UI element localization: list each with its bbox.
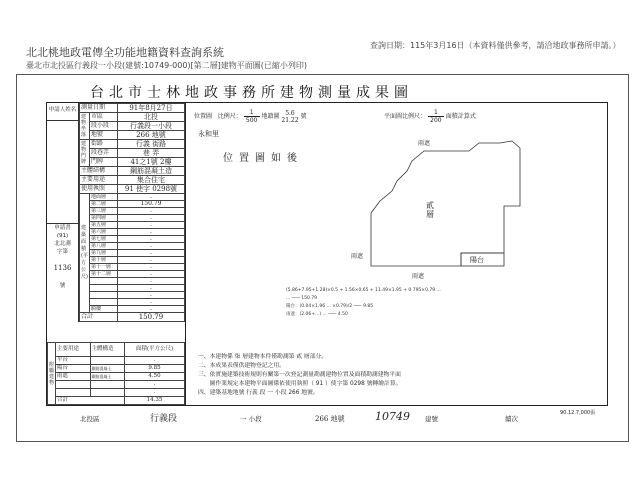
attached-row bbox=[48, 381, 185, 389]
floor-label bbox=[89, 292, 117, 299]
attached-row bbox=[48, 373, 185, 381]
floor-label: 地面層 bbox=[89, 194, 117, 201]
floor-area: . bbox=[117, 278, 184, 285]
attached-structure: 鋼筋混凝土 bbox=[90, 365, 125, 373]
floor-label: 第四層 bbox=[89, 215, 117, 222]
floor-label: 第六層 bbox=[89, 229, 117, 236]
attached-area: . bbox=[125, 357, 185, 365]
attached-structure bbox=[90, 389, 125, 397]
application-block bbox=[47, 223, 78, 290]
attached-usage-header: 主要用途 bbox=[56, 343, 90, 357]
floor-label: 第八層 bbox=[89, 243, 117, 250]
floor-row bbox=[80, 278, 185, 285]
footer-print-note: 90.12.7,000張 bbox=[560, 410, 596, 416]
floor-outline bbox=[371, 141, 520, 266]
sheet-label: 地籍圖 bbox=[261, 113, 280, 120]
attached-row bbox=[48, 389, 185, 397]
floor-row bbox=[80, 257, 185, 264]
footer-building-label: 建號 bbox=[425, 415, 438, 423]
note-item: 四、建築基地地號 行義 段 一 小段 266 地號。 bbox=[198, 390, 319, 396]
location-scale-numerator: 1 bbox=[244, 109, 260, 117]
sheet-suffix: 號 bbox=[300, 113, 307, 120]
lot-label: 地號 bbox=[89, 131, 117, 140]
street-label: 街路 bbox=[89, 140, 117, 149]
floor-row bbox=[80, 292, 185, 299]
usage-value: 集合住宅 bbox=[117, 176, 184, 185]
floor-label: 騎樓 bbox=[89, 306, 117, 313]
structure-label: 主體結構 bbox=[80, 167, 118, 176]
floor-area: . bbox=[117, 215, 184, 222]
floor-row bbox=[80, 194, 185, 201]
attached-row bbox=[48, 365, 185, 373]
survey-date: 91年8月27日 bbox=[117, 104, 184, 113]
balcony-label: 陽台 bbox=[470, 256, 484, 264]
floor-label: 第十層 bbox=[89, 257, 117, 264]
application-suffix: 號 bbox=[59, 283, 66, 289]
floor-row bbox=[80, 306, 185, 313]
street-value: 行義 街路 bbox=[117, 140, 184, 149]
attached-usage bbox=[56, 389, 90, 397]
note-item: 三、依實施建築技術規則有關第一次登記測量勘測建物位置及面積勘測建物平面 bbox=[198, 372, 401, 378]
canopy-label-top: 雨遮 bbox=[418, 140, 431, 147]
attached-usage: 雨遮 bbox=[56, 373, 90, 381]
floor-label: 第十二層 bbox=[89, 271, 117, 278]
floor-label: 第十一層 bbox=[89, 264, 117, 271]
floor-label: 第三層 bbox=[89, 208, 117, 215]
attached-usage bbox=[56, 381, 90, 389]
application-number: 1136 bbox=[53, 264, 72, 272]
floor-row bbox=[80, 201, 185, 208]
floor-area: . bbox=[117, 306, 184, 313]
section-label: 段小段 bbox=[89, 122, 117, 131]
applicant-strip bbox=[47, 103, 79, 322]
location-scale-label: 比例尺： bbox=[217, 113, 242, 120]
attached-struct-header: 主體構造 bbox=[90, 343, 125, 357]
floor-row bbox=[80, 215, 185, 222]
applicant-label: 申請人姓名 bbox=[47, 103, 78, 121]
area-calculation bbox=[286, 287, 441, 319]
floor-area: . bbox=[117, 271, 184, 278]
floor-area: . bbox=[117, 243, 184, 250]
floor-row bbox=[80, 243, 185, 250]
query-info: 查詢日期：115年3月16日（本資料僅供參考，請洽地政事務所申請。） bbox=[370, 41, 621, 50]
permit-value: 91 使字 0298號 bbox=[117, 185, 184, 194]
form-top-block bbox=[47, 103, 185, 322]
footer-lot: 266 地號 bbox=[315, 415, 345, 423]
floor-area: . bbox=[117, 264, 184, 271]
location-group-label: 建物坐落 bbox=[80, 113, 90, 140]
plan-scale-denominator: 200 bbox=[430, 117, 442, 124]
calc-line: (5.86+7.95+1.28)×0.5 + 1.56×0.65 + 11.49×1.95 + 0.795×0.79 ... bbox=[286, 288, 441, 293]
section-value: 行義段一小段 bbox=[117, 122, 184, 131]
floor-area: . bbox=[117, 222, 184, 229]
footer-building-number: 10749 bbox=[375, 410, 410, 423]
permit-label: 使用執照 bbox=[80, 185, 118, 194]
floor-area: . bbox=[117, 194, 184, 201]
floor-area: . bbox=[117, 229, 184, 236]
note-item: 一、本建物係 柒 層建物本件僅勘測第 貳 層部分。 bbox=[198, 354, 328, 360]
floor-area: . bbox=[117, 208, 184, 215]
floor-area: . bbox=[117, 285, 184, 292]
structure-value: 鋼筋混凝土造 bbox=[117, 167, 184, 176]
floor-row bbox=[80, 285, 185, 292]
application-word: 字第 bbox=[56, 249, 68, 255]
attached-group-label: 附屬建物 bbox=[48, 343, 56, 405]
footer-sheet: 續次 bbox=[505, 415, 518, 423]
document-title: 台北市士林地政事務所建物測量成果圖 bbox=[90, 85, 413, 101]
calc-line: ... ─── 150.79 bbox=[286, 296, 318, 301]
calc-line: 陽台：(0.04×1.96 ... ×0.79)/2 ─── 9.85 bbox=[286, 304, 374, 309]
floor-label: 第九層 bbox=[89, 250, 117, 257]
floor-area: . bbox=[117, 236, 184, 243]
total-row bbox=[80, 313, 185, 322]
attached-area: 4.50 bbox=[125, 373, 185, 381]
notes bbox=[198, 353, 401, 398]
attached-building-table bbox=[47, 342, 185, 405]
attached-total-row bbox=[48, 397, 185, 405]
doorno-value: 41之1號 2樓 bbox=[117, 158, 184, 167]
document-subtitle: 臺北市北投區行義段一小段(建號:10749-000)[第二層]建物平面圖(已縮小列印) bbox=[26, 61, 308, 70]
drawing-area bbox=[185, 103, 609, 405]
floor-row bbox=[80, 236, 185, 243]
doorno-label: 門牌 bbox=[89, 158, 117, 167]
floor-row bbox=[80, 208, 185, 215]
attached-area: . bbox=[125, 381, 185, 389]
district-label: 市區 bbox=[89, 113, 117, 122]
attached-structure bbox=[90, 357, 125, 365]
door-group-label: 建物門牌 bbox=[80, 140, 90, 167]
plan-scale-numerator: 1 bbox=[428, 109, 444, 117]
canopy-label-bottom: 雨遮 bbox=[412, 273, 425, 280]
building-info-table bbox=[79, 103, 185, 322]
note-item: 圖作業規定本建物平面圖係依使用執照（ 91 ）使字第 0298 號轉繪計算。 bbox=[198, 381, 402, 387]
floor-area: . bbox=[117, 257, 184, 264]
floor-row bbox=[80, 264, 185, 271]
note-item: 二、本成果表僅供建物登記之用。 bbox=[198, 363, 285, 369]
usage-label: 主要用途 bbox=[80, 176, 118, 185]
floor-row bbox=[80, 299, 185, 306]
sheet-number-1: 5.6 bbox=[285, 109, 295, 117]
application-office: 北北測 bbox=[54, 241, 71, 247]
lane-label: 段巷弄 bbox=[89, 149, 117, 158]
total-area: 150.79 bbox=[117, 313, 184, 322]
application-year: (91) bbox=[56, 233, 69, 239]
floor-label bbox=[89, 278, 117, 285]
area-calc-label: 面積計算式 bbox=[445, 113, 476, 120]
application-label: 申請書 bbox=[54, 225, 71, 231]
system-title: 北北桃地政電傳全功能地籍資料查詢系統 bbox=[26, 46, 224, 59]
attached-area: 9.85 bbox=[125, 365, 185, 373]
attached-total-label: 合計 bbox=[56, 397, 125, 405]
plan-scale-label: 平面圖比例尺： bbox=[384, 113, 427, 120]
sheet-number-2: 21.22 bbox=[281, 116, 299, 124]
floor-label: 第七層 bbox=[89, 236, 117, 243]
attached-area: . bbox=[125, 389, 185, 397]
floor-area: 150.79 bbox=[117, 201, 184, 208]
attached-usage: 陽台 bbox=[56, 365, 90, 373]
form-left-column bbox=[47, 103, 185, 405]
location-map-note: 位置圖如後 bbox=[223, 153, 303, 164]
survey-form bbox=[46, 102, 608, 406]
village-name: 永和里 bbox=[198, 130, 219, 138]
floor-row bbox=[80, 250, 185, 257]
attached-usage: 平台 bbox=[56, 357, 90, 365]
footer-district: 北投區 bbox=[80, 415, 100, 423]
floor-label: 貳層 bbox=[426, 201, 434, 219]
lot-value: 266 地號 bbox=[117, 131, 184, 140]
attached-structure bbox=[90, 381, 125, 389]
floor-label bbox=[89, 285, 117, 292]
calc-line: 雨遮：(2.06+...) ... ─── 4.50 bbox=[286, 312, 348, 317]
area-group-label: 建築面積(平方公尺) bbox=[80, 194, 90, 313]
floor-label: 第五層 bbox=[89, 222, 117, 229]
floor-area: . bbox=[117, 250, 184, 257]
floor-row bbox=[80, 271, 185, 278]
lane-value: 巷 弄 bbox=[117, 149, 184, 158]
floor-row bbox=[80, 229, 185, 236]
attached-structure: 鋼筋混凝土 bbox=[90, 373, 125, 381]
survey-date-label: 測量日期 bbox=[80, 104, 118, 113]
location-map-label: 位置圖 bbox=[194, 113, 213, 120]
footer-subsection: 一 小段 bbox=[240, 415, 262, 423]
floor-area: . bbox=[117, 292, 184, 299]
attached-row bbox=[48, 357, 185, 365]
floor-label: 第二層 bbox=[89, 201, 117, 208]
district-value: 北投 bbox=[117, 113, 184, 122]
floor-area: . bbox=[117, 299, 184, 306]
attached-total: 14.35 bbox=[125, 397, 185, 405]
total-label: 合計 bbox=[80, 313, 118, 322]
location-scale-denominator: 500 bbox=[245, 117, 258, 124]
floor-label bbox=[89, 299, 117, 306]
attached-area-header: 面積(平方公尺) bbox=[125, 343, 185, 357]
footer-section: 行義段 bbox=[150, 414, 178, 424]
canopy-label-left: 雨遮 bbox=[351, 253, 364, 260]
floor-row bbox=[80, 222, 185, 229]
